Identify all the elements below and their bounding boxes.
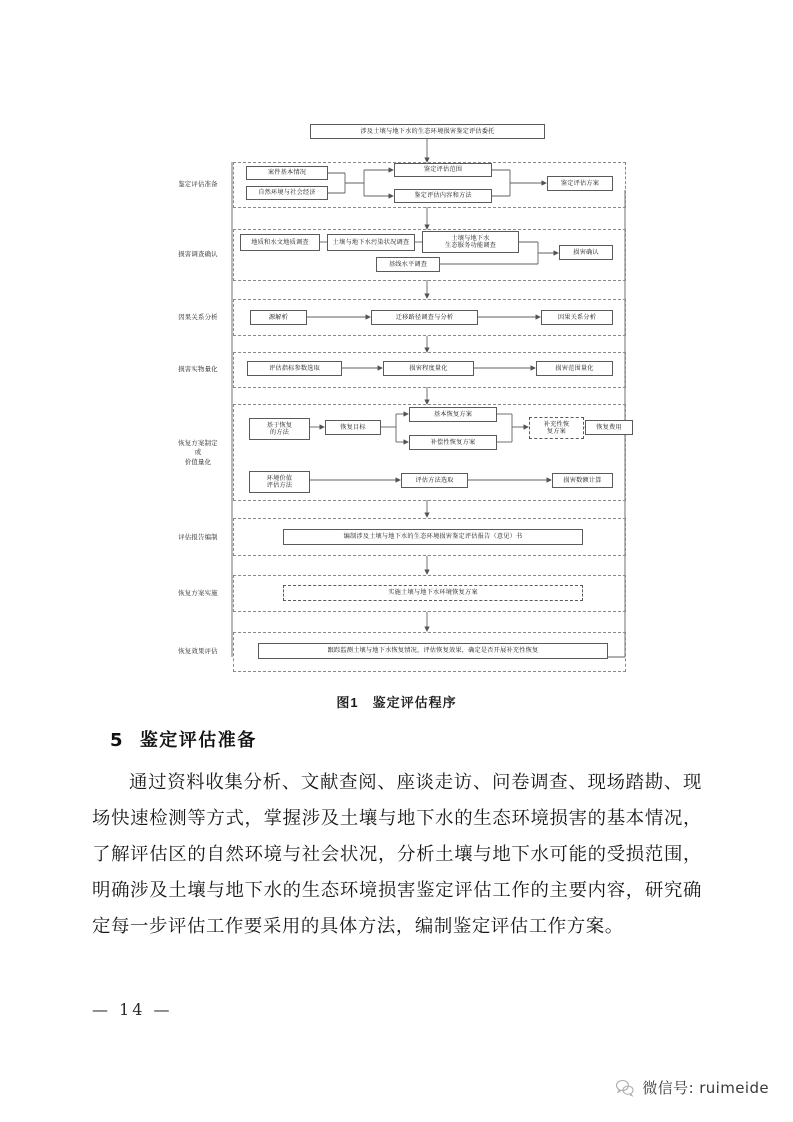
stage-label-preparation: 鉴定评估准备 [178, 181, 218, 189]
node-index-parameter-selection: 评估指标参数选取 [247, 361, 342, 376]
node-eco-service-function-survey [422, 231, 519, 253]
figure-flowchart [0, 112, 793, 687]
node-implement-restoration-plan: 实施土壤与地下水环境恢复方案 [283, 585, 583, 601]
node-compile-assessment-report: 编制涉及土壤与地下水的生态环境损害鉴定评估报告（意见）书 [283, 529, 583, 545]
node-restoration-cost: 恢复费用 [585, 420, 633, 435]
node-assessment-content-method: 鉴定评估内容和方法 [394, 189, 492, 203]
node-geology-hydrogeology-survey: 地质和水文地质调查 [240, 234, 320, 251]
wechat-label: 微信号: ruimeide [642, 1079, 769, 1097]
node-assessment-scope: 鉴定评估范围 [394, 163, 492, 177]
stage-label-restoration-line2: 或 [194, 449, 202, 457]
node-assessment-commission: 涉及土壤与地下水的生态环境损害鉴定评估委托 [310, 124, 545, 139]
node-supplementary-line1: 补充性恢 [543, 420, 570, 428]
node-natural-env-society: 自然环境与社会经济 [246, 186, 328, 200]
node-source-apportionment: 源解析 [250, 310, 307, 325]
node-damage-degree-quantification: 损害程度量化 [383, 361, 474, 376]
node-value-method-line1: 环境价值 [266, 474, 293, 482]
node-migration-path-analysis: 迁移路径调查与分析 [371, 310, 478, 325]
stage-label-causation: 因果关系分析 [178, 314, 218, 322]
wechat-icon [615, 1078, 635, 1098]
stage-label-implementation: 恢复方案实施 [178, 590, 218, 598]
stage-label-quantification: 损害实物量化 [178, 366, 218, 374]
stage-label-report: 评估报告编制 [178, 534, 218, 542]
node-method-selection: 评估方法选取 [401, 473, 468, 488]
node-case-basics: 案件基本情况 [246, 166, 328, 180]
footer-watermark [615, 1077, 769, 1098]
node-restoration-method-line2: 的方法 [269, 429, 290, 436]
section-paragraph: 通过资料收集分析、文献查阅、座谈走访、问卷调查、现场踏勘、现场快速检测等方式，掌握涉及土壤与地下水的生态环境损害的基本情况，了解评估区的自然环境与社会状况，分析土壤与地下水可能的受损范围，明确涉及土壤与地下水的生态环境损害鉴定评估工作的主要内容，研究确定每一步评估工作要采用的具体方法，编制鉴定评估工作方案。 [92, 772, 702, 937]
stage-label-restoration-line3: 价值量化 [184, 458, 212, 466]
node-damage-confirmation: 损害确认 [559, 245, 613, 260]
node-basic-restoration-plan: 基本恢复方案 [409, 407, 497, 422]
node-eco-service-line1: 土壤与地下水 [451, 234, 490, 242]
node-restoration-effect-evaluation: 跟踪监测土壤与地下水恢复情况，评估恢复效果，确定是否开展补充性恢复 [258, 643, 608, 659]
node-compensatory-restoration-plan: 补偿性恢复方案 [409, 435, 497, 450]
figure-caption: 图1 鉴定评估程序 [336, 695, 457, 710]
stage-label-effect: 恢复效果评估 [178, 648, 218, 656]
stage-label-investigation: 损害调查确认 [178, 251, 218, 259]
node-environmental-value-method [249, 471, 310, 493]
section-title: 鉴定评估准备 [139, 730, 257, 751]
node-restoration-method-line1: 基于恢复 [266, 421, 293, 429]
node-assessment-plan: 鉴定评估方案 [547, 176, 613, 191]
node-supplementary-restoration-plan [529, 417, 584, 439]
stage-label-restoration [155, 437, 241, 469]
section-number: 5 [110, 730, 125, 751]
node-damage-amount-calculation: 损害数额计算 [552, 473, 613, 488]
node-soil-groundwater-pollution-survey: 土壤与地下水污染状况调查 [327, 234, 415, 251]
node-eco-service-line2: 生态服务功能调查 [444, 242, 497, 249]
stage-label-restoration-line1: 恢复方案制定 [178, 440, 218, 448]
section-heading [110, 726, 257, 752]
node-damage-range-quantification: 损害范围量化 [536, 361, 613, 376]
node-baseline-survey: 基线水平调查 [376, 257, 440, 272]
node-restoration-target: 恢复目标 [325, 420, 381, 435]
node-supplementary-line2: 复方案 [546, 428, 567, 435]
node-value-method-line2: 评估方法 [266, 482, 293, 489]
node-restoration-based-method [249, 418, 310, 440]
page-number: — 14 — [92, 1000, 173, 1019]
node-causation-analysis: 因果关系分析 [541, 310, 613, 325]
